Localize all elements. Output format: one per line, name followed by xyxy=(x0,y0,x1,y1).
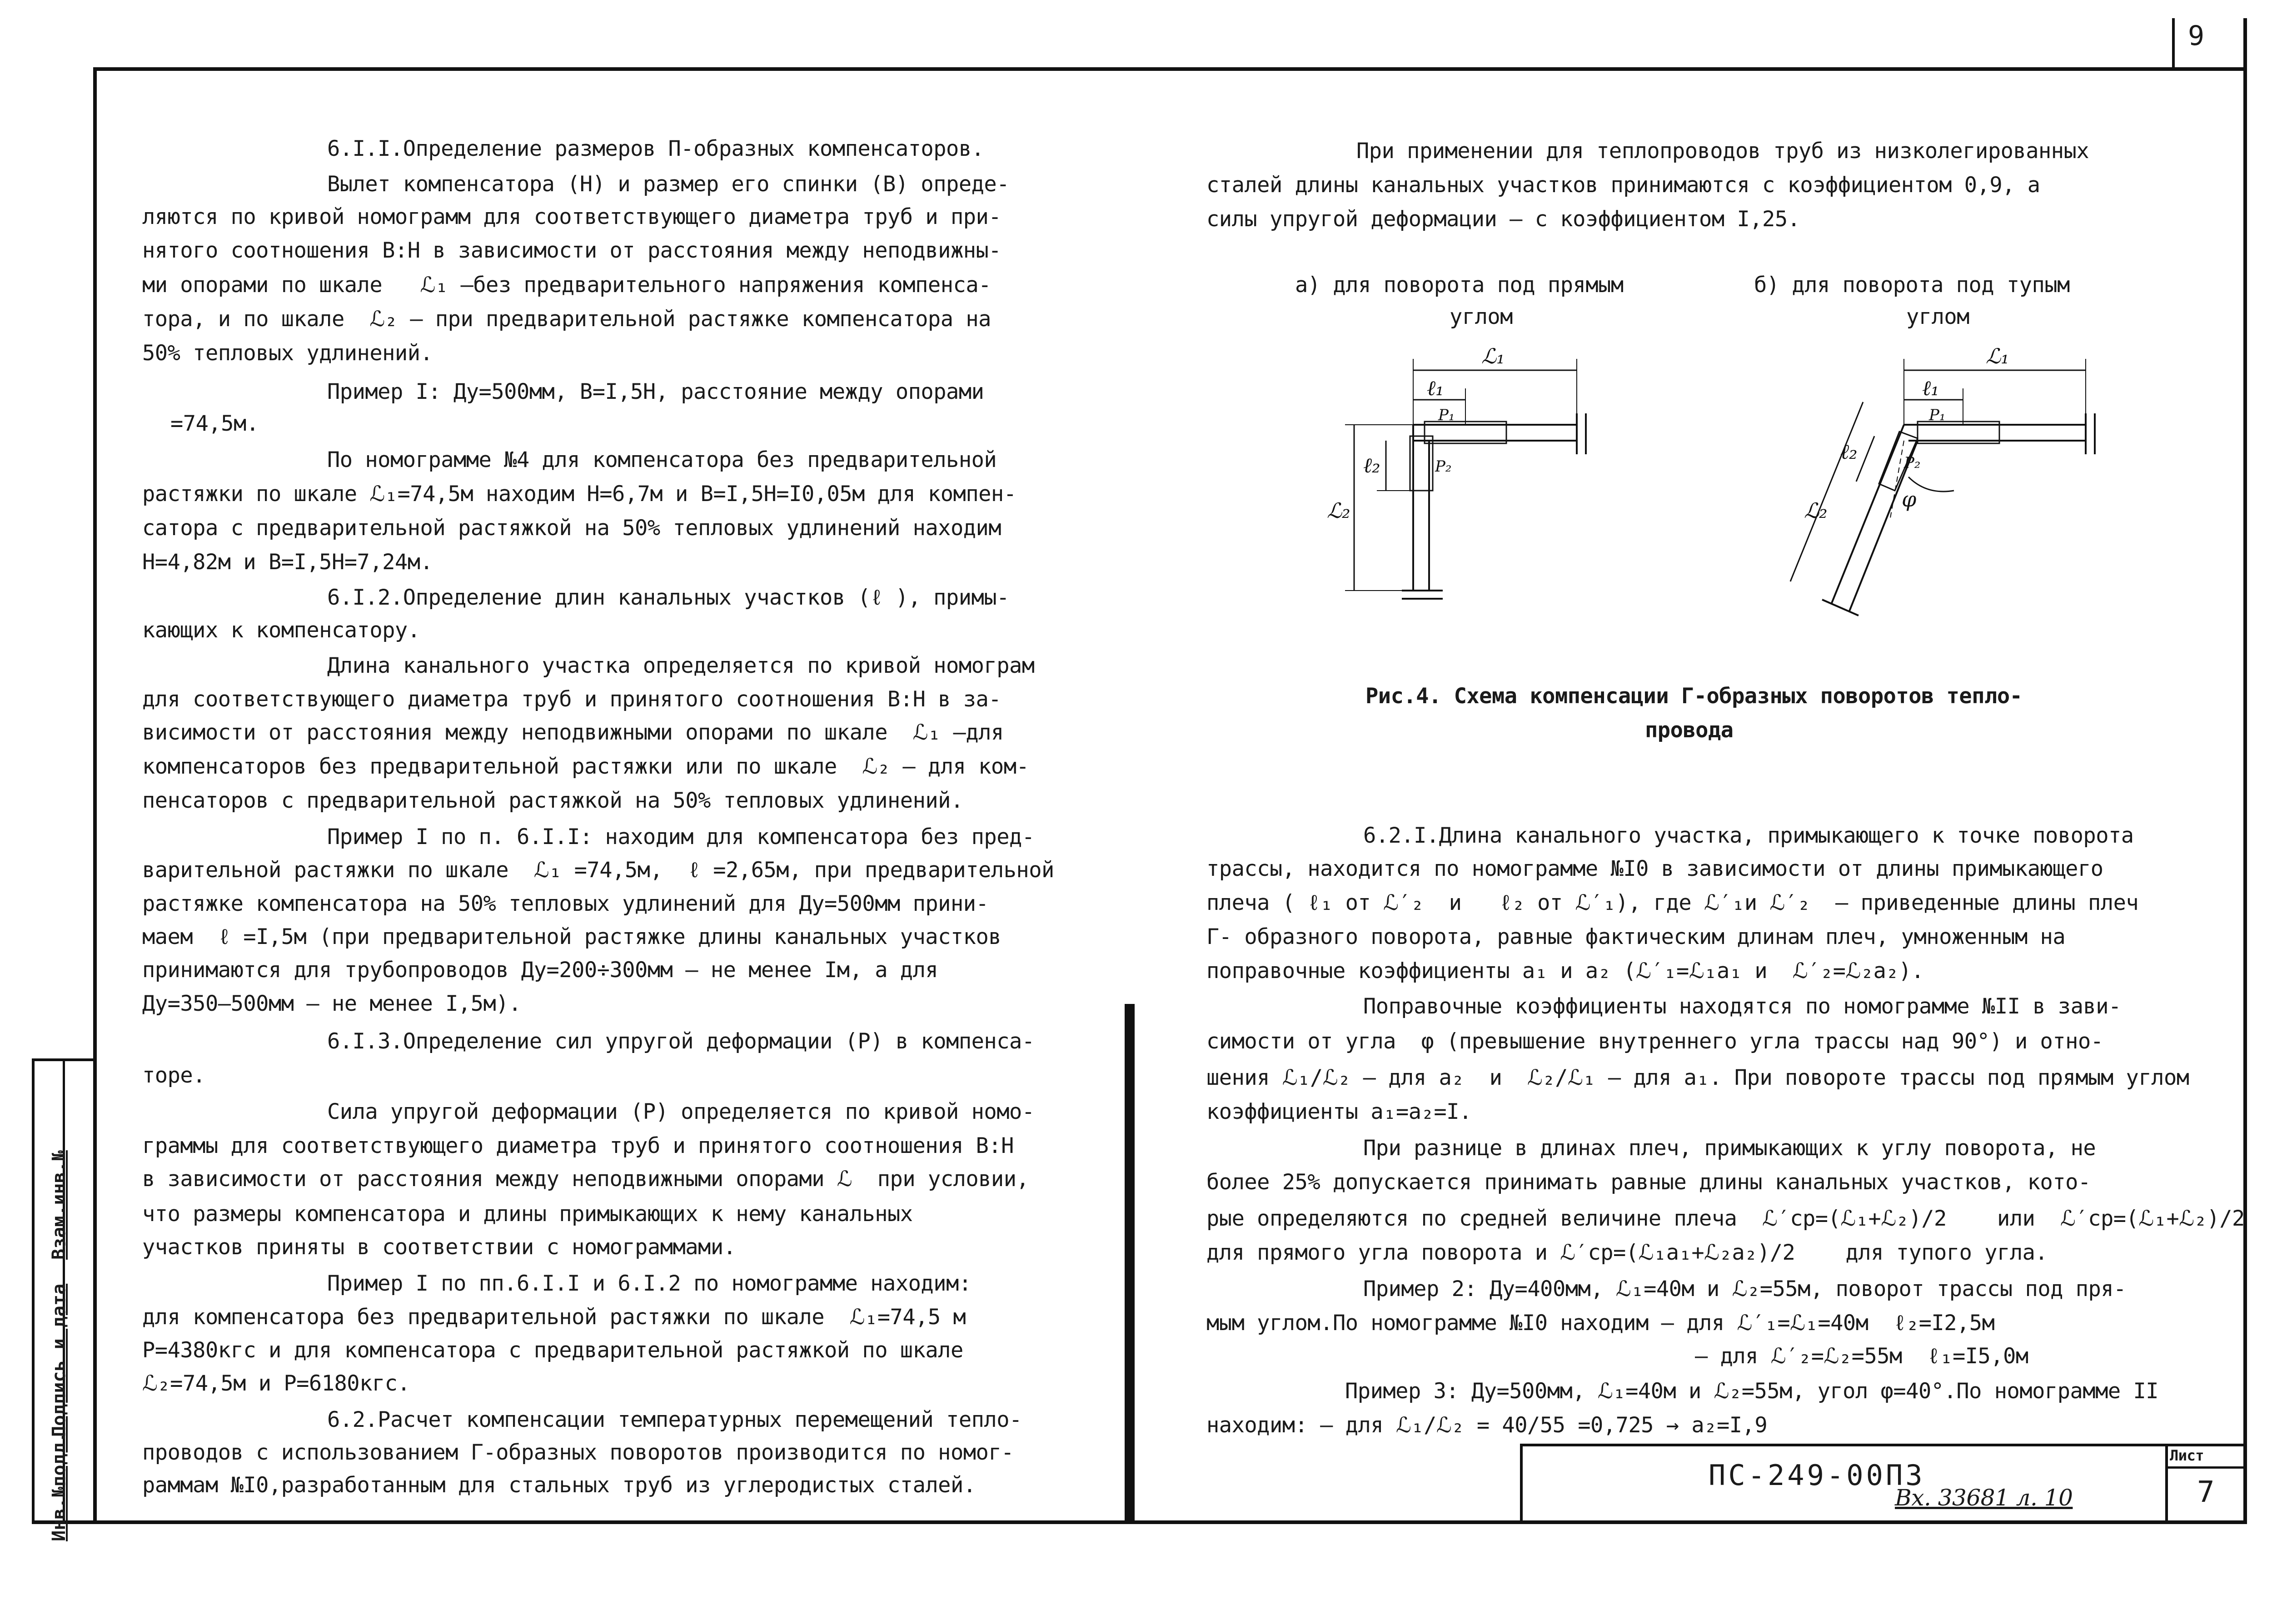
paragraph-line: нятого соотношения В:Н в зависимости от расстояния между неподвижны- xyxy=(142,238,1001,263)
paragraph-line: Пример 2: Ду=400мм, ℒ₁=40м и ℒ₂=55м, поворот трассы под пря- xyxy=(1363,1276,2126,1301)
figure-b-title-2: углом xyxy=(1906,304,1969,329)
paragraph-line: симости от угла φ (превышение внутреннего угла трассы над 90°) и отно- xyxy=(1206,1029,2103,1054)
paragraph-line: Поправочные коэффициенты находятся по номограмме №II в зави- xyxy=(1363,994,2121,1019)
label-l2: ℓ₂ xyxy=(1840,439,1858,464)
paragraph-line: – для ℒ′₂=ℒ₂=55м ℓ₁=I5,0м xyxy=(1695,1344,2028,1369)
paragraph-line: Пример I по п. 6.I.I: находим для компенсатора без пред- xyxy=(327,824,1035,849)
stamp-left-border xyxy=(1520,1444,1523,1524)
paragraph-line: ляются по кривой номограмм для соответствующего диаметра труб и при- xyxy=(142,204,1001,229)
label-l1: ℓ₁ xyxy=(1922,376,1939,400)
paragraph-line: висимости от расстояния между неподвижными опорами по шкале ℒ₁ –для xyxy=(142,720,1004,745)
paragraph-line: что размеры компенсатора и длины примыкающих к нему канальных xyxy=(142,1202,913,1227)
margin-stamp-vzam-inv: Взам.инв.№ xyxy=(49,1150,70,1260)
figure-a-diagram xyxy=(1318,327,1636,654)
paragraph-line: варительной растяжки по шкале ℒ₁ =74,5м, ℓ =2,65м, при предварительной xyxy=(142,858,1054,883)
paragraph-line: в зависимости от расстояния между неподвижными опорами ℒ при условии, xyxy=(142,1167,1029,1192)
paragraph-line: силы упругой деформации – с коэффициентом I,25. xyxy=(1206,207,1800,232)
paragraph-line: участков приняты в соответствии с номограммами. xyxy=(142,1235,736,1260)
paragraph-line: 6.I.2.Определение длин канальных участков (ℓ ), примы- xyxy=(327,585,1009,610)
label-L1: ℒ₁ xyxy=(1986,344,2009,368)
figure-b-diagram xyxy=(1772,327,2127,654)
paragraph-line: сталей длины канальных участков принимаются с коэффициентом 0,9, а xyxy=(1206,173,2040,198)
label-P1: P₁ xyxy=(1929,406,1946,424)
paragraph-line: Длина канального участка определяется по кривой номограм xyxy=(327,653,1035,678)
label-L2: ℒ₂ xyxy=(1327,498,1350,523)
figure-caption: Рис.4. Схема компенсации Г-образных поворотов тепло- xyxy=(1365,684,2023,709)
frame-right xyxy=(2243,18,2247,1524)
center-fold-line xyxy=(1125,1004,1135,1522)
figure-a-title-2: углом xyxy=(1450,304,1513,329)
paragraph-line: рые определяются по средней величине плеча ℒ′ср=(ℒ₁+ℒ₂)/2 или ℒ′ср=(ℒ₁+ℒ₂)/2 xyxy=(1206,1206,2245,1231)
paragraph-line: принимаются для трубопроводов Ду=200÷300мм – не менее Iм, а для xyxy=(142,958,938,983)
paragraph-line: Г- образного поворота, равные фактическим длинам плеч, умноженным на xyxy=(1206,924,2066,949)
paragraph-line: растяжки по шкале ℒ₁=74,5м находим Н=6,7м и В=I,5Н=I0,05м для компен- xyxy=(142,482,1016,507)
paragraph-line: 6.2.Расчет компенсации температурных перемещений тепло- xyxy=(327,1407,1022,1432)
stamp-sheet-label: Лист xyxy=(2170,1447,2204,1464)
label-P2: P₂ xyxy=(1435,457,1452,476)
paragraph-line: Вылет компенсатора (Н) и размер его спинки (В) опреде- xyxy=(327,172,1010,197)
label-L1: ℒ₁ xyxy=(1481,344,1505,368)
figure-a-title: а) для поворота под прямым xyxy=(1295,273,1624,298)
paragraph-line: Н=4,82м и В=I,5Н=7,24м. xyxy=(142,550,433,575)
frame-top xyxy=(93,67,2247,71)
paragraph-line: пенсаторов с предварительной растяжкой на 50% тепловых удлинений. xyxy=(142,788,963,813)
label-l2: ℓ₂ xyxy=(1363,453,1380,477)
paragraph-line: 6.2.I.Длина канального участка, примыкающего к точке поворота xyxy=(1363,823,2134,848)
paragraph-line: раммам №I0,разработанным для стальных труб из углеродистых сталей. xyxy=(142,1473,976,1498)
paragraph-line: Ду=350–500мм – не менее I,5м). xyxy=(142,991,521,1016)
paragraph-line: Пример I: Ду=500мм, В=I,5Н, расстояние между опорами xyxy=(327,379,984,404)
label-l1: ℓ₁ xyxy=(1427,376,1444,400)
paragraph-line: плеча ( ℓ₁ от ℒ′₂ и ℓ₂ от ℒ′₁), где ℒ′₁и ℒ′₂ – приведенные длины плеч xyxy=(1206,890,2139,915)
paragraph-line: торе. xyxy=(142,1063,205,1088)
paragraph-line: трассы, находится по номограмме №I0 в зависимости от длины примыкающего xyxy=(1206,856,2103,881)
paragraph-line: для компенсатора без предварительной растяжки по шкале ℒ₁=74,5 м xyxy=(142,1305,966,1330)
frame-bottom xyxy=(32,1520,2247,1524)
label-phi: φ xyxy=(1902,487,1917,512)
paragraph-line: Пример 3: Ду=500мм, ℒ₁=40м и ℒ₂=55м, угол φ=40°.По номограмме II xyxy=(1345,1379,2159,1404)
figure-caption-2: провода xyxy=(1645,718,1734,743)
paragraph-line: 6.I.3.Определение сил упругой деформации (Р) в компенса- xyxy=(327,1029,1035,1054)
margin-stamp-signature-date: Подпись и дата xyxy=(49,1283,70,1437)
stamp-handwritten-ref: Вх. 33681 л. 10 xyxy=(1895,1485,2073,1511)
paragraph-line: компенсаторов без предварительной растяжки или по шкале ℒ₂ – для ком- xyxy=(142,754,1029,779)
paragraph-line: При применении для теплопроводов труб из низколегированных xyxy=(1356,139,2089,164)
paragraph-line: сатора с предварительной растяжкой на 50% тепловых удлинений находим xyxy=(142,516,1001,541)
margin-stamp-left-border xyxy=(32,1058,35,1524)
page-number-box-left xyxy=(2172,18,2175,71)
margin-stamp-inv-podl: Инв.№подл. xyxy=(49,1432,70,1541)
paragraph-line: тора, и по шкале ℒ₂ – при предварительной растяжке компенсатора на xyxy=(142,307,991,332)
paragraph-line: более 25% допускается принимать равные длины канальных участков, кото- xyxy=(1206,1170,2091,1195)
stamp-sheet-divider xyxy=(2165,1444,2168,1524)
paragraph-line: =74,5м. xyxy=(170,411,259,436)
paragraph-line: маем ℓ =I,5м (при предварительной растяжке длины канальных участков xyxy=(142,924,1001,949)
paragraph-line: для прямого угла поворота и ℒ′ср=(ℒ₁а₁+ℒ₂а₂)/2 для тупого угла. xyxy=(1206,1240,2048,1265)
stamp-sheet-number: 7 xyxy=(2197,1475,2215,1509)
paragraph-line: ℒ₂=74,5м и Р=6180кгс. xyxy=(142,1371,410,1396)
label-L2: ℒ₂ xyxy=(1804,498,1828,523)
paragraph-line: кающих к компенсатору. xyxy=(142,618,420,643)
paragraph-line: граммы для соответствующего диаметра труб и принятого соотношения В:Н xyxy=(142,1133,1014,1158)
paragraph-line: 6.I.I.Определение размеров П-образных компенсаторов. xyxy=(327,136,984,161)
label-P2: P₂ xyxy=(1904,454,1921,472)
paragraph-line: ми опорами по шкале ℒ₁ –без предварительного напряжения компенса- xyxy=(142,273,991,298)
paragraph-line: шения ℒ₁/ℒ₂ – для а₂ и ℒ₂/ℒ₁ – для а₁. При повороте трассы под прямым углом xyxy=(1206,1065,2189,1090)
paragraph-line: Сила упругой деформации (Р) определяется по кривой номо- xyxy=(327,1099,1035,1124)
paragraph-line: коэффициенты а₁=а₂=I. xyxy=(1206,1099,1472,1124)
paragraph-line: находим: – для ℒ₁/ℒ₂ = 40/55 =0,725 → а₂=I,9 xyxy=(1206,1413,1768,1438)
paragraph-line: для соответствующего диаметра труб и принятого соотношения В:Н в за- xyxy=(142,687,1001,712)
paragraph-line: Р=4380кгс и для компенсатора с предварительной растяжкой по шкале xyxy=(142,1338,963,1363)
stamp-top-border xyxy=(1520,1444,2247,1446)
paragraph-line: поправочные коэффициенты а₁ и а₂ (ℒ′₁=ℒ₁а₁ и ℒ′₂=ℒ₂а₂). xyxy=(1206,959,1924,983)
paragraph-line: растяжке компенсатора на 50% тепловых удлинений для Ду=500мм прини- xyxy=(142,891,989,916)
page-number: 9 xyxy=(2188,20,2204,52)
paragraph-line: 50% тепловых удлинений. xyxy=(142,341,433,366)
stamp-doc-code: ПС-249-00ПЗ xyxy=(1709,1459,1925,1492)
paragraph-line: По номограмме №4 для компенсатора без предварительной xyxy=(327,447,997,472)
margin-stamp-right-border xyxy=(93,1058,97,1524)
figure-b-title: б) для поворота под тупым xyxy=(1754,273,2070,298)
label-P1: P₁ xyxy=(1438,406,1455,424)
stamp-sheet-header-line xyxy=(2165,1466,2247,1469)
paragraph-line: проводов с использованием Г-образных поворотов производится по номог- xyxy=(142,1440,1014,1465)
paragraph-line: При разнице в длинах плеч, примыкающих к углу поворота, не xyxy=(1363,1136,2096,1161)
paragraph-line: Пример I по пп.6.I.I и 6.I.2 по номограмме находим: xyxy=(327,1271,972,1296)
paragraph-line: мым углом.По номограмме №I0 находим – для ℒ′₁=ℒ₁=40м ℓ₂=I2,5м xyxy=(1206,1311,1995,1336)
